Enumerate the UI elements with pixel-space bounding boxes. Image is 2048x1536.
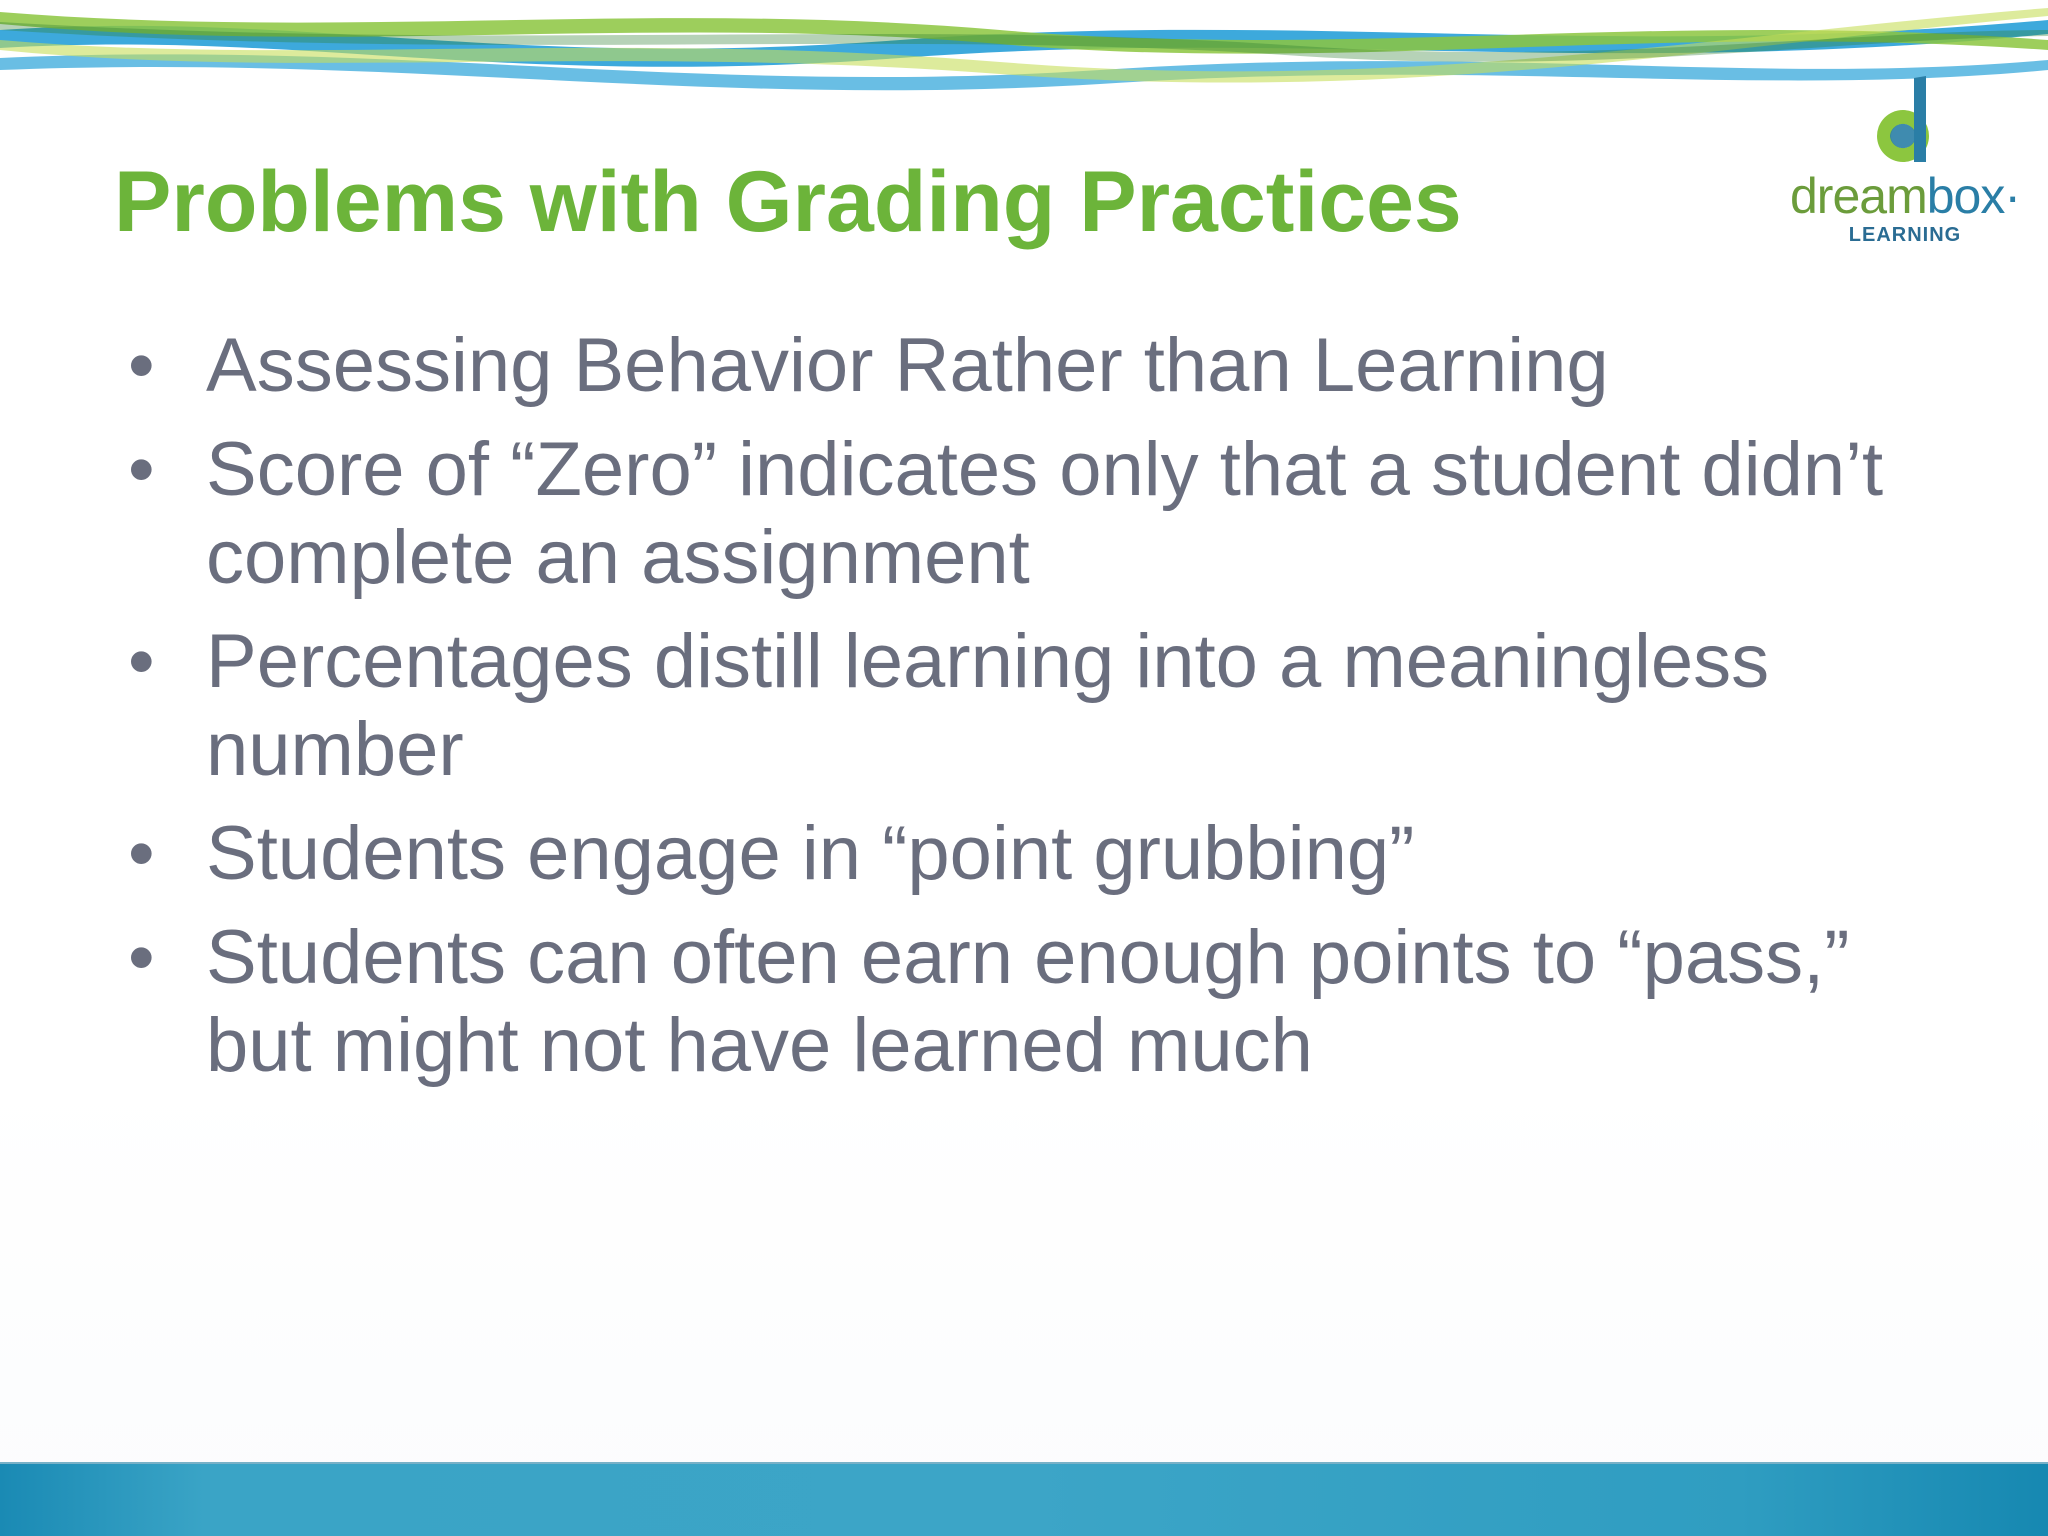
bullet-text: Students engage in “point grubbing” bbox=[206, 811, 1415, 896]
bullet-item bbox=[120, 914, 1950, 1090]
bullet-dot: • bbox=[128, 915, 155, 1000]
bullet-item bbox=[120, 426, 1950, 602]
bullet-dot: • bbox=[128, 811, 155, 896]
logo-word-box: box bbox=[1926, 168, 2005, 224]
bullet-dot: • bbox=[128, 323, 155, 408]
logo-subtitle: LEARNING bbox=[1848, 224, 1962, 246]
dreambox-logo bbox=[1790, 76, 2020, 256]
bullet-dot: • bbox=[128, 619, 155, 704]
bullet-text: Students can often earn enough points to “pass,” but might not have learned much bbox=[206, 915, 1850, 1088]
bullet-text: Score of “Zero” indicates only that a student didn’t complete an assignment bbox=[206, 427, 1884, 600]
bottom-color-bar bbox=[0, 1464, 2048, 1536]
logo-wordmark bbox=[1790, 166, 2020, 226]
slide-title: Problems with Grading Practices bbox=[114, 154, 1462, 250]
bullet-item bbox=[120, 810, 1950, 898]
logo-word-dream: dream bbox=[1790, 168, 1927, 224]
bullet-text: Assessing Behavior Rather than Learning bbox=[206, 323, 1609, 408]
bullet-list bbox=[120, 322, 1950, 1106]
top-wave-decoration bbox=[0, 0, 2048, 110]
bullet-item bbox=[120, 618, 1950, 794]
logo-trademark: · bbox=[2004, 168, 2021, 224]
bullet-dot: • bbox=[128, 427, 155, 512]
dreambox-d-icon bbox=[1790, 76, 2020, 172]
bullet-text: Percentages distill learning into a meaningless number bbox=[206, 619, 1770, 792]
bullet-item bbox=[120, 322, 1950, 410]
